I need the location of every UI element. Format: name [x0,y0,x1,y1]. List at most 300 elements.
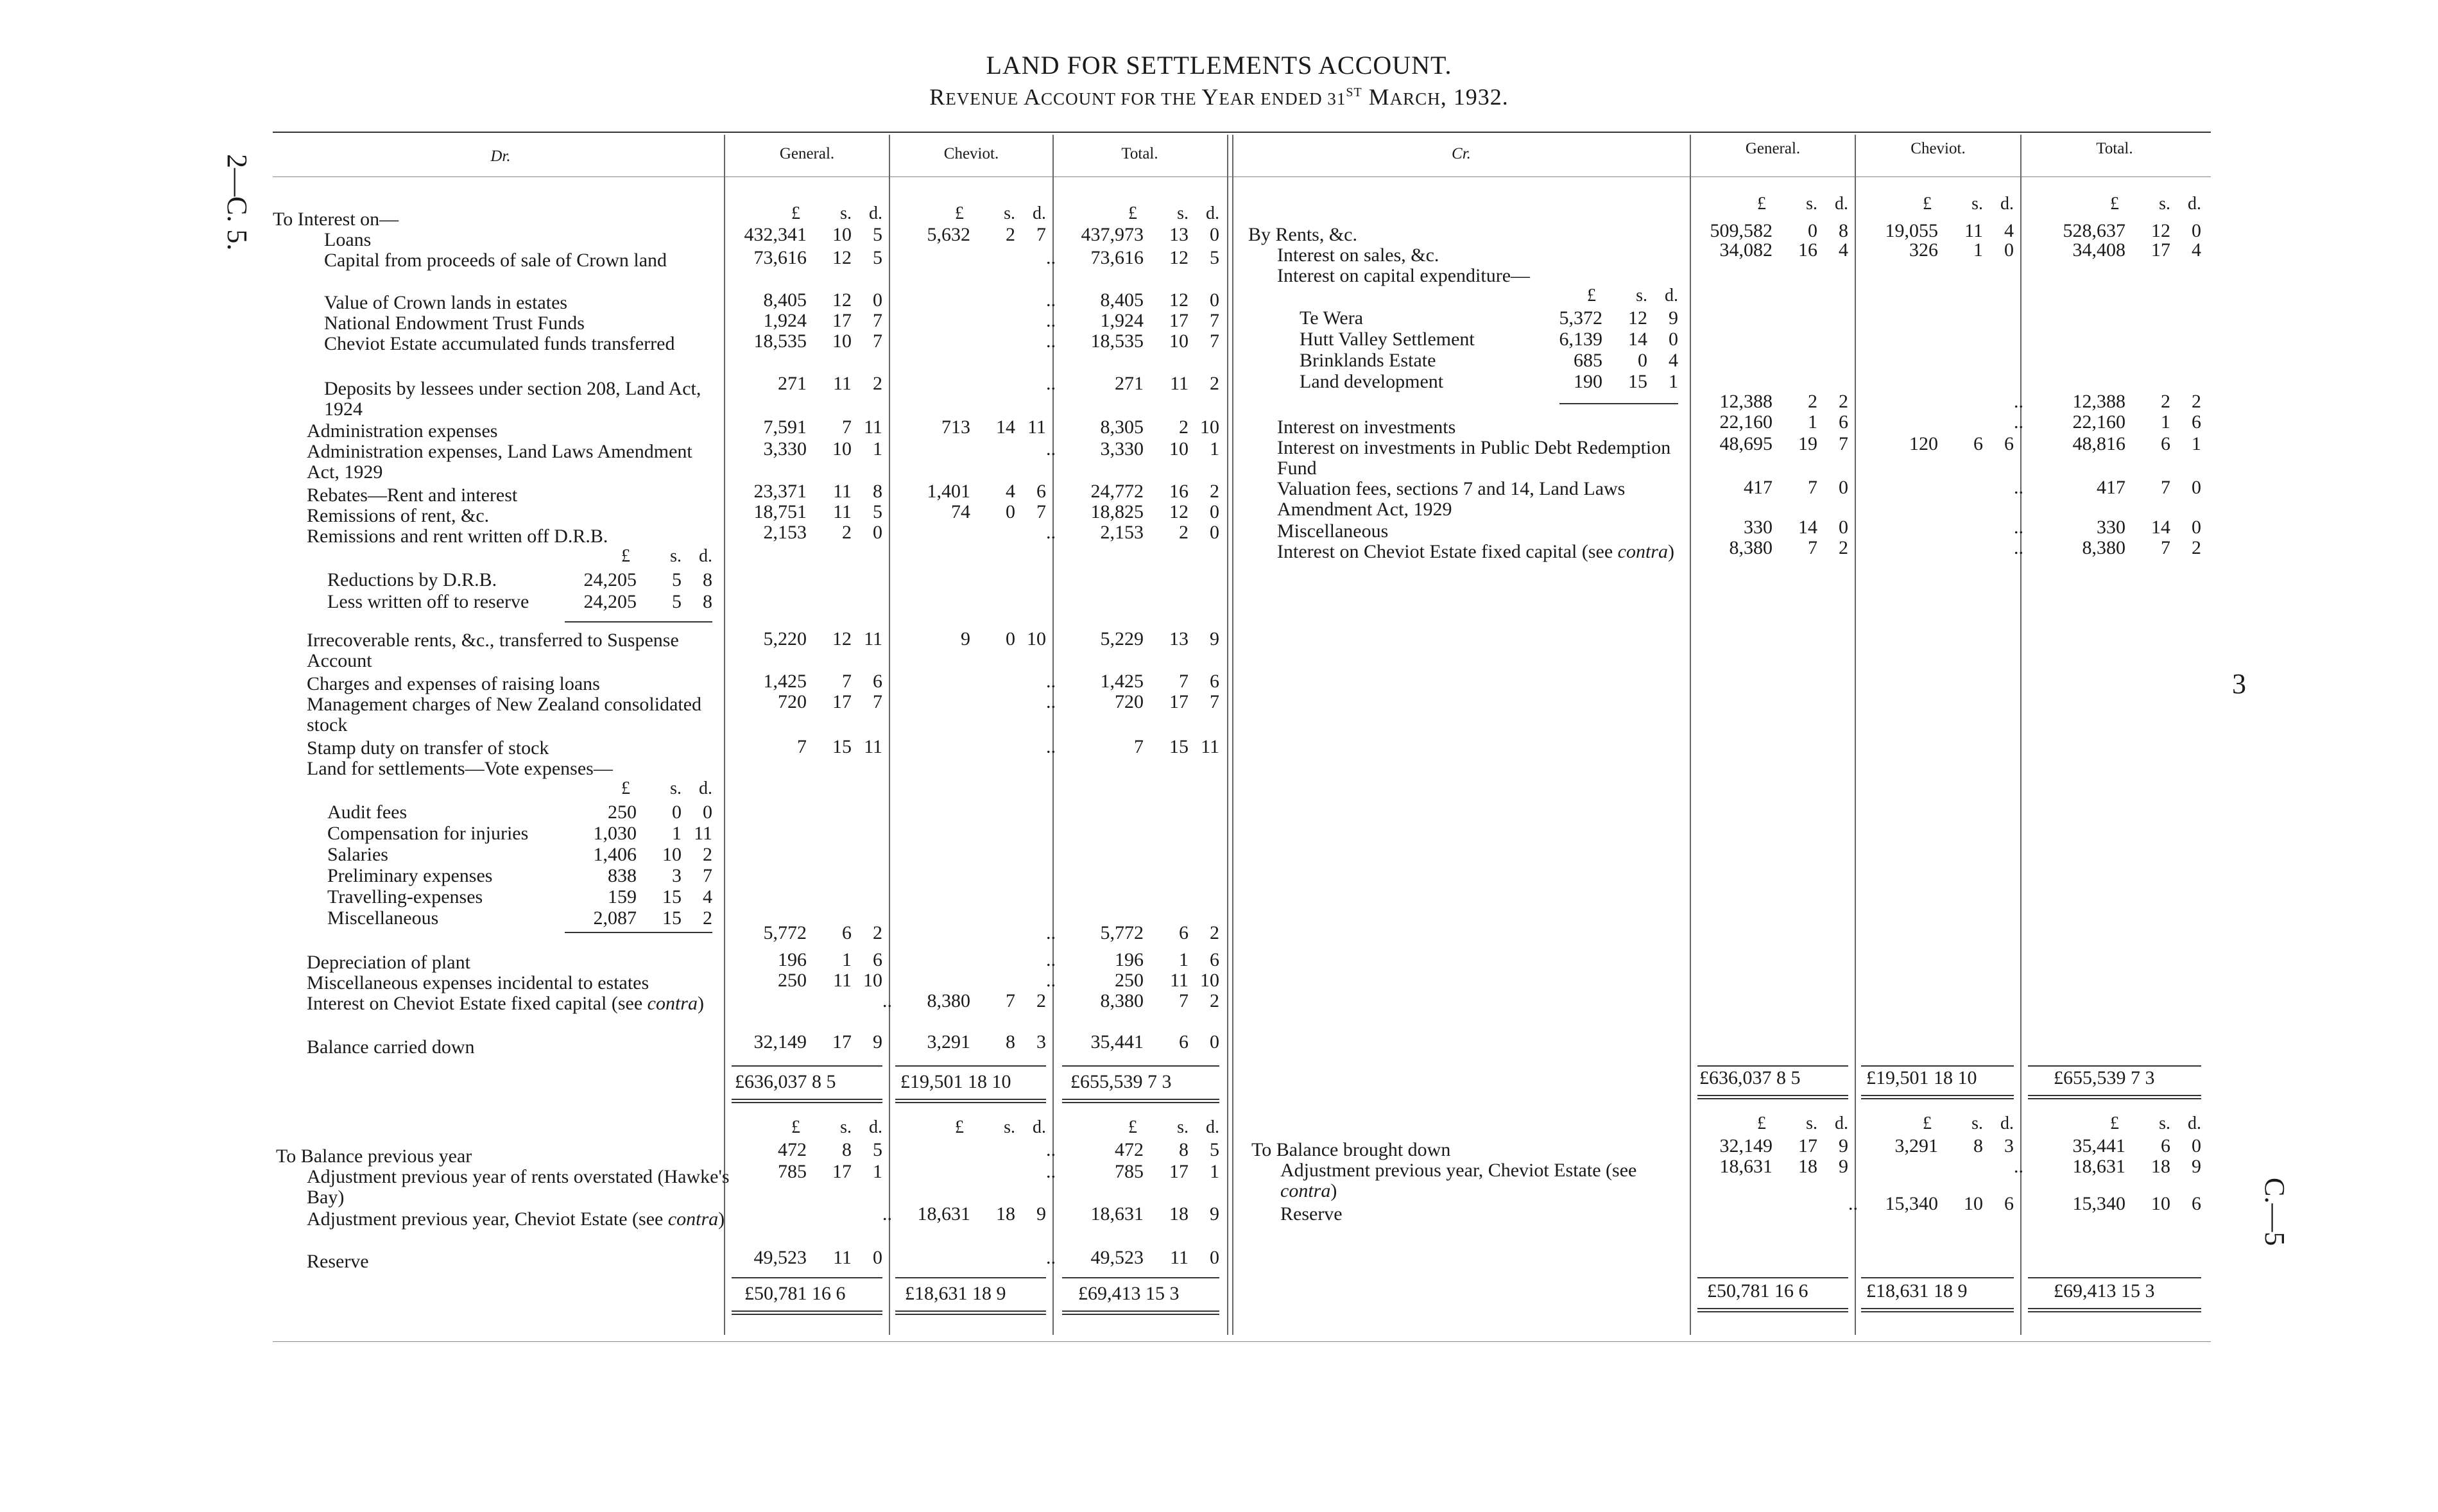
header-dr-total: Total. [1121,145,1158,162]
debit-label-6: Deposits by lessees under section 208, Land Act, 1924 [324,378,701,420]
cr2-general-total: £50,781 16 6 [1707,1280,1808,1302]
vote-value-1-pounds: 1,030 [593,823,637,844]
debit2-label-1: Adjustment previous year of rents overstated (Hawke's Bay) [307,1166,730,1208]
header-cr: Cr. [1452,145,1471,162]
capex-value-2-pence: 4 [1669,350,1678,371]
capex-rule [1559,403,1678,404]
credit-general-8-pence: 2 [1839,537,1848,558]
debit-total-18-shillings: 1 [1179,949,1189,970]
vote-rule [565,932,712,933]
debit-label-12: Irrecoverable rents, &c., transferred to Suspense Account [307,630,679,671]
credit-total-0-pounds: 528,637 [2063,220,2125,241]
debit-total-14-shillings: 17 [1169,691,1189,712]
debit-general-13-shillings: 7 [842,671,852,692]
vote-label-2: Salaries [327,844,388,865]
drb-label-1: Less written off to reserve [327,591,529,612]
credit2-total-0-shillings: 6 [2161,1135,2170,1156]
header-cr-total: Total. [2096,140,2133,157]
psd-head2-dr-cheviot-d: d. [1033,1117,1046,1137]
credit2-general-0-pence: 9 [1839,1135,1848,1156]
debit-total-15-pounds: 7 [1134,736,1144,757]
credit-general-0-pence: 8 [1839,220,1848,241]
credit-cheviot-4-dots: .. [2014,411,2023,433]
debit-cheviot-21-pence: 3 [1036,1031,1046,1052]
debit-general-11-pounds: 2,153 [763,522,807,543]
debit-general-21-pounds: 32,149 [753,1031,807,1052]
debit-general-2-pounds: 73,616 [753,247,807,268]
debit2-total-1-pence: 1 [1210,1161,1219,1182]
debit-cheviot-20-pence: 2 [1036,990,1046,1011]
debit-label-15: Stamp duty on transfer of stock [307,737,549,759]
psd-head-drb-s: s. [670,546,682,566]
dr-cheviot-total: £19,501 18 10 [900,1071,1011,1092]
credit-label-7: Miscellaneous [1277,520,1389,542]
debit-total-1-shillings: 13 [1169,224,1189,245]
psd-head2-dr-general-s: s. [840,1117,852,1137]
credit-general-0-pounds: 509,582 [1710,220,1773,241]
debit-total-8-shillings: 10 [1169,438,1189,460]
credit2-general-2-dots: .. [1848,1193,1858,1214]
debit2-total-1-pounds: 785 [1115,1161,1144,1182]
debit-total-17-pence: 2 [1210,922,1219,943]
vote-value-5-pence: 2 [703,907,712,929]
debit-general-17-pounds: 5,772 [763,922,807,943]
credit-general-5-shillings: 19 [1798,433,1817,454]
credit-total-0-shillings: 12 [2151,220,2170,241]
col-line-dr-cheviot [889,135,890,1335]
cr-general-total-rule-bottom [1697,1095,1848,1099]
vote-value-3-shillings: 3 [672,865,682,886]
debit-cheviot-1-pounds: 5,632 [927,224,970,245]
credit-general-4-pounds: 22,160 [1719,411,1773,433]
debit-general-10-pence: 5 [873,501,882,522]
credit-cheviot-3-dots: .. [2014,391,2023,412]
debit-label-16: Land for settlements—Vote expenses— [307,758,613,779]
capex-label-2: Brinklands Estate [1300,350,1436,371]
credit-total-3-shillings: 2 [2161,391,2170,412]
vote-value-2-pence: 2 [703,844,712,865]
credit-total-1-pence: 4 [2192,239,2201,261]
credit-label-8: Interest on Cheviot Estate fixed capital (see contra) [1277,541,1674,562]
credit2-general-0-shillings: 17 [1798,1135,1817,1156]
debit-general-6-shillings: 11 [833,373,852,394]
col-line-cr-general [1690,135,1691,1335]
debit-total-13-pounds: 1,425 [1100,671,1144,692]
psd-head2-cr-cheviot-s: s. [1971,1113,1983,1133]
debit-cheviot-9-pounds: 1,401 [927,481,970,502]
credit-total-4-pounds: 22,160 [2072,411,2125,433]
debit-label-8: Administration expenses, Land Laws Amendment Act, 1929 [307,441,692,483]
page-ref-left: 2—C. 5. [221,154,253,251]
debit-label-2: Capital from proceeds of sale of Crown land [324,250,667,271]
psd-head2-dr-total-p: £ [1128,1117,1137,1137]
cr2-total-total: £69,413 15 3 [2054,1280,2155,1302]
debit-total-7-pence: 10 [1200,417,1219,438]
credit-label-0: By Rents, &c. [1248,224,1357,245]
capex-value-0-pence: 9 [1669,307,1678,329]
debit-cheviot-9-shillings: 4 [1006,481,1015,502]
vote-value-2-pounds: 1,406 [593,844,637,865]
debit-label-21: Balance carried down [307,1036,475,1058]
credit2-general-1-pounds: 18,631 [1719,1156,1773,1177]
top-rule [273,132,2211,133]
debit-general-8-pounds: 3,330 [763,438,807,460]
credit-cheviot-5-shillings: 6 [1973,433,1983,454]
psd-head-cr-general-d: d. [1835,194,1848,214]
debit2-label-2: Adjustment previous year, Cheviot Estate (see contra) [307,1208,725,1230]
drb-value-0-pounds: 24,205 [583,569,637,590]
dr2-cheviot-total: £18,631 18 9 [905,1283,1006,1304]
vote-value-5-pounds: 2,087 [593,907,637,929]
credit2-general-1-pence: 9 [1839,1156,1848,1177]
debit-label-5: Cheviot Estate accumulated funds transferred [324,333,675,354]
debit2-general-2-dots: .. [882,1203,892,1224]
capex-label-3: Land development [1300,371,1444,392]
debit2-general-3-pence: 0 [873,1247,882,1268]
debit-general-7-pounds: 7,591 [763,417,807,438]
psd-head-cr-general-s: s. [1806,194,1817,214]
debit-cheviot-4-dots: .. [1046,310,1056,331]
psd-head2-dr-general-p: £ [791,1117,800,1137]
credit-total-6-shillings: 7 [2161,477,2170,498]
psd-head-cr-cheviot-d: d. [2000,194,2014,214]
debit-cheviot-7-pounds: 713 [941,417,970,438]
debit-total-2-pence: 5 [1210,247,1219,268]
debit-general-14-shillings: 17 [832,691,852,712]
psd-head2-cr-total-s: s. [2159,1113,2170,1133]
credit-label-5: Interest on investments in Public Debt Redemption Fund [1277,437,1671,479]
debit-cheviot-1-pence: 7 [1036,224,1046,245]
psd-head2-dr-general-d: d. [869,1117,882,1137]
cr2-total-total-rule-top [2028,1277,2201,1278]
psd-head-vote-d: d. [699,778,712,798]
col-line-cr-cheviot [1855,135,1856,1335]
debit-general-15-pounds: 7 [797,736,807,757]
vote-value-4-shillings: 15 [662,886,682,907]
debit2-total-1-shillings: 17 [1169,1161,1189,1182]
credit2-total-1-pence: 9 [2192,1156,2201,1177]
credit-general-1-pence: 4 [1839,239,1848,261]
vote-label-5: Miscellaneous [327,907,439,929]
psd-head-dr-total-s: s. [1177,203,1189,223]
debit-general-1-pence: 5 [873,224,882,245]
credit-total-8-pounds: 8,380 [2082,537,2125,558]
debit-total-10-pence: 0 [1210,501,1219,522]
credit-total-3-pounds: 12,388 [2072,391,2125,412]
debit-general-14-pence: 7 [873,691,882,712]
debit-label-18: Depreciation of plant [307,952,470,973]
debit-cheviot-8-dots: .. [1046,438,1056,460]
debit-label-3: Value of Crown lands in estates [324,292,568,313]
debit2-total-3-shillings: 11 [1170,1247,1189,1268]
credit-general-8-shillings: 7 [1808,537,1817,558]
credit2-label-0: To Balance brought down [1251,1139,1451,1160]
debit2-total-0-pence: 5 [1210,1139,1219,1160]
capex-value-3-pence: 1 [1669,371,1678,392]
debit-label-0: To Interest on— [273,209,399,230]
debit-cheviot-13-dots: .. [1046,671,1056,692]
debit-total-19-pounds: 250 [1115,970,1144,991]
debit-general-11-shillings: 2 [842,522,852,543]
credit2-cheviot-0-shillings: 8 [1973,1135,1983,1156]
debit-general-15-shillings: 15 [832,736,852,757]
cr2-cheviot-total-rule-bottom [1861,1308,2014,1312]
debit2-cheviot-3-dots: .. [1046,1247,1056,1268]
vote-value-5-shillings: 15 [662,907,682,929]
credit-total-5-pence: 1 [2192,433,2201,454]
psd-head-dr-general-s: s. [840,203,852,223]
psd-head2-cr-cheviot-p: £ [1923,1113,1932,1133]
credit2-general-0-pounds: 32,149 [1719,1135,1773,1156]
debit-total-3-pence: 0 [1210,289,1219,311]
debit-total-4-shillings: 17 [1169,310,1189,331]
debit2-total-0-shillings: 8 [1179,1139,1189,1160]
debit-label-9: Rebates—Rent and interest [307,485,518,506]
psd-head-dr-total-d: d. [1206,203,1219,223]
debit-total-6-pence: 2 [1210,373,1219,394]
credit-cheviot-6-dots: .. [2014,477,2023,498]
credit-total-1-pounds: 34,408 [2072,239,2125,261]
debit-cheviot-20-pounds: 8,380 [927,990,970,1011]
debit-general-15-pence: 11 [864,736,882,757]
credit-cheviot-1-shillings: 1 [1973,239,1983,261]
credit-cheviot-1-pence: 0 [2004,239,2014,261]
cr2-total-total-rule-bottom [2028,1308,2201,1312]
debit-general-17-pence: 2 [873,922,882,943]
debit-general-17-shillings: 6 [842,922,852,943]
cr-cheviot-total: £19,501 18 10 [1866,1067,1977,1088]
debit-cheviot-20-shillings: 7 [1006,990,1015,1011]
debit2-total-2-shillings: 18 [1169,1203,1189,1224]
credit-cheviot-0-pence: 4 [2004,220,2014,241]
credit-total-3-pence: 2 [2192,391,2201,412]
col-line-cr-total [2020,135,2022,1335]
credit-general-8-pounds: 8,380 [1729,537,1773,558]
psd-head2-dr-cheviot-s: s. [1004,1117,1015,1137]
debit-total-12-pence: 9 [1210,628,1219,649]
debit-total-9-pence: 2 [1210,481,1219,502]
dr-general-total-rule-bottom [732,1099,882,1103]
credit2-total-0-pounds: 35,441 [2072,1135,2125,1156]
debit-general-5-pence: 7 [873,331,882,352]
debit-total-17-shillings: 6 [1179,922,1189,943]
capex-value-1-shillings: 14 [1628,329,1647,350]
debit-general-1-shillings: 10 [832,224,852,245]
psd-head-capex-d: d. [1665,286,1678,305]
debit2-general-0-shillings: 8 [842,1139,852,1160]
dr2-total-total-rule-bottom [1062,1310,1219,1315]
credit-total-7-shillings: 14 [2151,517,2170,538]
debit-label-7: Administration expenses [307,420,498,442]
psd-head2-cr-cheviot-d: d. [2000,1113,2014,1133]
debit2-cheviot-2-pence: 9 [1036,1203,1046,1224]
col-line-center-2 [1232,135,1233,1335]
dr2-general-total-rule-bottom [732,1310,882,1315]
vote-value-3-pence: 7 [703,865,712,886]
cr2-general-total-rule-top [1697,1277,1848,1278]
debit2-cheviot-1-dots: .. [1046,1161,1056,1182]
debit-general-6-pounds: 271 [778,373,807,394]
capex-value-3-shillings: 15 [1628,371,1647,392]
credit-general-0-shillings: 0 [1808,220,1817,241]
credit-general-6-pounds: 417 [1744,477,1773,498]
dr-cheviot-total-rule-bottom [895,1099,1046,1103]
debit-total-4-pence: 7 [1210,310,1219,331]
cr2-cheviot-total-rule-top [1861,1277,2014,1278]
debit-general-18-pounds: 196 [778,949,807,970]
header-cr-general: General. [1745,140,1801,157]
credit-total-6-pence: 0 [2192,477,2201,498]
credit-cheviot-5-pence: 6 [2004,433,2014,454]
debit-total-14-pounds: 720 [1115,691,1144,712]
dr2-general-total: £50,781 16 6 [744,1283,846,1304]
psd-head-drb-d: d. [699,546,712,566]
debit-total-9-pounds: 24,772 [1090,481,1144,502]
debit-general-8-pence: 1 [873,438,882,460]
debit-cheviot-18-dots: .. [1046,949,1056,970]
psd-head-vote-p: £ [621,778,630,798]
drb-value-0-pence: 8 [703,569,712,590]
vote-value-0-shillings: 0 [672,802,682,823]
credit2-label-2: Reserve [1280,1203,1343,1224]
debit-cheviot-1-shillings: 2 [1006,224,1015,245]
header-rule [273,176,2211,177]
debit-total-11-shillings: 2 [1179,522,1189,543]
psd-head-dr-general-d: d. [869,203,882,223]
credit-cheviot-7-dots: .. [2014,517,2023,538]
debit-general-2-shillings: 12 [832,247,852,268]
vote-value-0-pounds: 250 [608,802,637,823]
debit-cheviot-12-pounds: 9 [961,628,970,649]
psd-head2-cr-general-s: s. [1806,1113,1817,1133]
debit-total-19-pence: 10 [1200,970,1219,991]
psd-head-capex-p: £ [1587,286,1596,305]
debit-total-18-pence: 6 [1210,949,1219,970]
psd-head2-cr-general-d: d. [1835,1113,1848,1133]
debit-total-1-pence: 0 [1210,224,1219,245]
psd-head-cr-total-d: d. [2188,194,2201,214]
credit-total-8-shillings: 7 [2161,537,2170,558]
debit-total-5-pounds: 18,535 [1090,331,1144,352]
drb-value-1-pence: 8 [703,591,712,612]
credit-cheviot-5-pounds: 120 [1909,433,1938,454]
debit-general-9-shillings: 11 [833,481,852,502]
psd-head2-cr-total-p: £ [2110,1113,2119,1133]
credit-general-4-pence: 6 [1839,411,1848,433]
debit-cheviot-19-dots: .. [1046,970,1056,991]
credit2-cheviot-1-dots: .. [2014,1156,2023,1177]
bottom-rule [273,1341,2211,1342]
vote-label-3: Preliminary expenses [327,865,493,886]
debit-cheviot-9-pence: 6 [1036,481,1046,502]
drb-label-0: Reductions by D.R.B. [327,569,497,590]
debit-general-12-shillings: 12 [832,628,852,649]
psd-head-dr-total-p: £ [1128,203,1137,223]
debit-total-6-pounds: 271 [1115,373,1144,394]
debit-total-14-pence: 7 [1210,691,1219,712]
debit2-cheviot-2-shillings: 18 [996,1203,1015,1224]
dr-total-total: £655,539 7 3 [1070,1071,1172,1092]
capex-label-0: Te Wera [1300,307,1364,329]
debit-cheviot-12-shillings: 0 [1006,628,1015,649]
debit-general-3-pence: 0 [873,289,882,311]
debit-label-13: Charges and expenses of raising loans [307,673,600,694]
credit2-total-2-pounds: 15,340 [2072,1193,2125,1214]
debit-general-19-shillings: 11 [833,970,852,991]
dr-total-total-rule-bottom [1062,1099,1219,1103]
debit-total-20-shillings: 7 [1179,990,1189,1011]
debit-total-7-shillings: 2 [1179,417,1189,438]
debit-label-14: Management charges of New Zealand consolidated stock [307,694,702,735]
debit-total-8-pounds: 3,330 [1100,438,1144,460]
debit-total-18-pounds: 196 [1115,949,1144,970]
debit-general-5-shillings: 10 [832,331,852,352]
debit-total-6-shillings: 11 [1170,373,1189,394]
debit-total-1-pounds: 437,973 [1081,224,1144,245]
psd-head-dr-general-p: £ [791,203,800,223]
debit-total-2-pounds: 73,616 [1090,247,1144,268]
debit2-general-3-shillings: 11 [833,1247,852,1268]
debit-general-3-shillings: 12 [832,289,852,311]
debit-total-20-pounds: 8,380 [1100,990,1144,1011]
vote-value-2-shillings: 10 [662,844,682,865]
debit2-general-0-pence: 5 [873,1139,882,1160]
vote-value-1-shillings: 1 [672,823,682,844]
credit2-cheviot-2-pounds: 15,340 [1885,1193,1938,1214]
debit-cheviot-6-dots: .. [1046,373,1056,394]
credit-label-2: Interest on capital expenditure— [1277,265,1531,286]
debit-general-4-shillings: 17 [832,310,852,331]
psd-head-cr-total-s: s. [2159,194,2170,214]
debit-total-21-pounds: 35,441 [1090,1031,1144,1052]
debit-cheviot-7-pence: 11 [1027,417,1046,438]
debit-general-12-pence: 11 [864,628,882,649]
debit-total-10-pounds: 18,825 [1090,501,1144,522]
capex-label-1: Hutt Valley Settlement [1300,329,1475,350]
debit-total-17-pounds: 5,772 [1100,922,1144,943]
debit-cheviot-10-pence: 7 [1036,501,1046,522]
debit-total-10-shillings: 12 [1169,501,1189,522]
debit-general-13-pounds: 1,425 [763,671,807,692]
credit-total-1-shillings: 17 [2151,239,2170,261]
capex-value-0-shillings: 12 [1628,307,1647,329]
drb-value-1-shillings: 5 [672,591,682,612]
debit-total-4-pounds: 1,924 [1100,310,1144,331]
debit-total-5-pence: 7 [1210,331,1219,352]
debit2-general-1-shillings: 17 [832,1161,852,1182]
debit-total-5-shillings: 10 [1169,331,1189,352]
debit-general-5-pounds: 18,535 [753,331,807,352]
psd-head-dr-cheviot-s: s. [1004,203,1015,223]
debit-total-21-pence: 0 [1210,1031,1219,1052]
debit-total-11-pence: 0 [1210,522,1219,543]
credit-total-0-pence: 0 [2192,220,2201,241]
debit-general-10-shillings: 11 [833,501,852,522]
vote-value-4-pounds: 159 [608,886,637,907]
debit-cheviot-21-shillings: 8 [1006,1031,1015,1052]
credit-general-4-shillings: 1 [1808,411,1817,433]
debit-general-9-pence: 8 [873,481,882,502]
capex-value-2-pounds: 685 [1574,350,1602,371]
credit-general-6-pence: 0 [1839,477,1848,498]
debit-cheviot-21-pounds: 3,291 [927,1031,970,1052]
debit-label-11: Remissions and rent written off D.R.B. [307,526,608,547]
debit-total-3-pounds: 8,405 [1100,289,1144,311]
debit-general-10-pounds: 18,751 [753,501,807,522]
credit-general-5-pence: 7 [1839,433,1848,454]
credit2-cheviot-0-pounds: 3,291 [1894,1135,1938,1156]
vote-label-4: Travelling-expenses [327,886,483,907]
